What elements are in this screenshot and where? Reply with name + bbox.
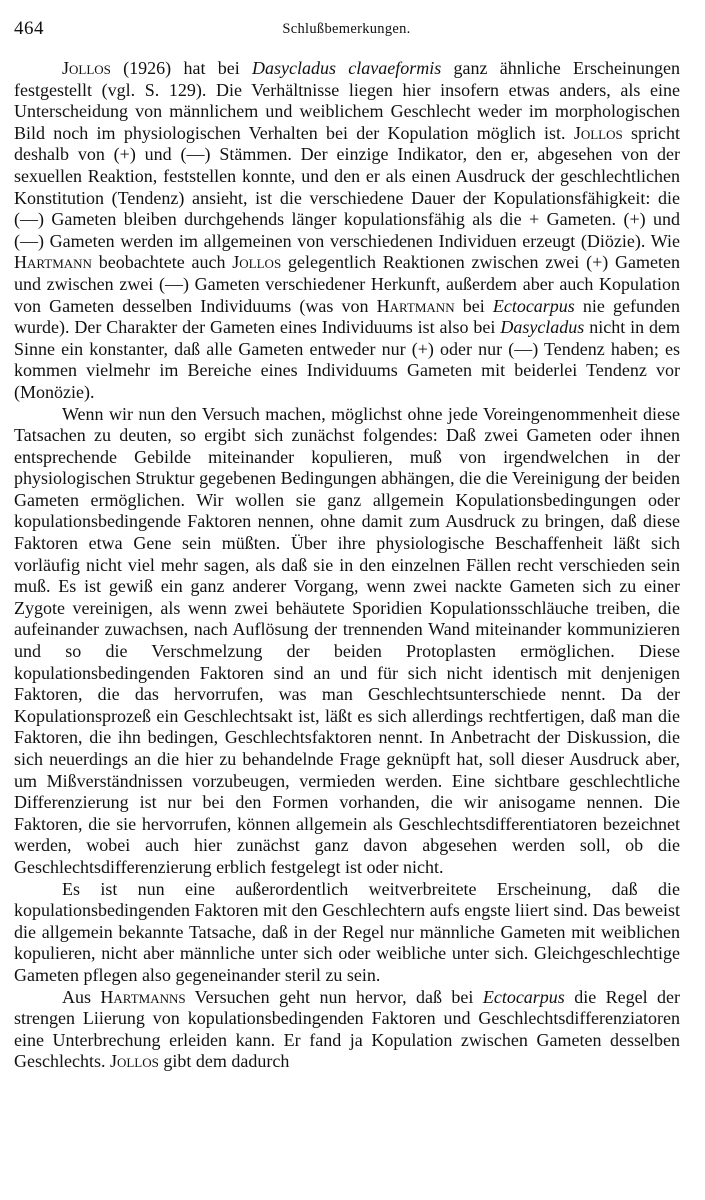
running-title: Schlußbemerkungen. <box>282 21 411 37</box>
text-run: nicht in dem Sinne ein konstanter, daß alle Gameten entweder nur (+) oder nur (—) Tendenz haben; es kommen vielmehr im Bereiche eines Individuums Gameten mit beiderlei Tendenz vor (Monözie). <box>14 317 681 402</box>
author-name: Hartmann <box>376 295 455 316</box>
page-number: 464 <box>14 18 44 39</box>
paragraph-3 <box>14 879 680 987</box>
text-run: gelegentlich Reaktionen zwischen zwei (+) Gameten und zwischen zwei (—) Gameten verschiedener Herkunft, außerdem aber auch Kopulation von Gameten desselben Individuums (was von <box>14 252 680 316</box>
paragraph-4 <box>14 987 680 1073</box>
text-run: bei <box>454 295 493 316</box>
body-text <box>14 58 680 1073</box>
italic-term: Ectocarpus <box>492 295 575 316</box>
author-name: Jollos <box>573 122 623 143</box>
author-name: Jollos <box>109 1051 159 1072</box>
text-run: nie gefunden wurde). Der Charakter der Gameten eines Individuums ist also bei <box>14 295 681 338</box>
author-name: Jollos <box>232 252 282 273</box>
text-run: Wenn wir nun den Versuch machen, möglichst ohne jede Voreingenommenheit diese Tatsachen zu deuten, so ergibt sich zunächst folgendes: Daß zwei Gameten oder ihnen entsprechende Gebilde miteinander kopulieren, muß von irgendwelchen in der physiologischen Struktur gegebenen Bedingungen abhängen, die die Vereinigung der beiden Gameten ermöglichen. Wir wollen sie ganz allgemein Kopulationsbedingungen oder kopulationsbedingende Faktoren nennen, ohne damit zum Ausdruck zu bringen, daß diese Faktoren etwa Gene sein müßten. Über ihre physiologische Beschaffenheit läßt sich vorläufig nicht viel mehr sagen, als daß sie in den einzelnen Fällen recht verschieden sein muß. Es ist gewiß ein ganz anderer Vorgang, wenn zwei nackte Gameten sich zu einer Zygote vereinigen, als wenn zwei behäutete Sporidien Kopulationsschläuche treiben, die aufeinander zuwachsen, nach Auflösung der trennenden Wand miteinander kommunizieren und so die Verschmelzung der beiden Protoplasten ermöglichen. Diese kopulationsbedingenden Faktoren sind an und für sich nicht identisch mit denjenigen Faktoren, die das hervorrufen, was man Geschlechtsunterschiede nennt. Da der Kopulationsprozeß ein Geschlechtsakt ist, läßt es sich allerdings rechtfertigen, daß man die Faktoren, die ihn bedingen, Geschlechtsfaktoren nennt. In Anbetracht der Diskussion, die sich neuerdings an die hier zu behandelnde Frage geknüpft hat, soll dieser Ausdruck aber, um Mißverständnissen vorzubeugen, vermieden werden. Eine sichtbare geschlechtliche Differenzierung ist nur bei den Formen vorhanden, die wir anisogame nennen. Die Faktoren, die sie hervorrufen, können allgemein als Geschlechtsdifferentiatoren bezeichnet werden, wobei auch hier zunächst ganz davon abgesehen werden soll, ob die Geschlechtsdifferenzierung erblich festgelegt ist oder nicht. <box>14 403 680 877</box>
author-name: Jollos <box>62 58 111 78</box>
italic-term: Ectocarpus <box>482 986 565 1007</box>
paragraph-2 <box>14 404 680 879</box>
italic-term: Dasycladus <box>500 317 585 338</box>
text-run: beobachtete auch <box>91 252 233 273</box>
page-header <box>14 18 679 44</box>
text-run: gibt dem dadurch <box>158 1051 290 1072</box>
text-run: Aus <box>62 986 101 1007</box>
text-run: spricht deshalb von (+) und (—) Stämmen. Der einzige Indikator, den er, abgesehen von der sexuellen Reaktion, feststellen konnte, und den er als einen Ausdruck der geschlechtlichen Konstitution (Tendenz) ansieht, ist die verschiedene Dauer der Kopulationsfähigkeit: die (—) Gameten bleiben durchgehends länger kopulationsfähig als die + Gameten. (+) und (—) Gameten werden im allgemeinen von verschiedenen Individuen erzeugt (Diözie). Wie <box>14 122 680 251</box>
text-run: die Regel der strengen Liierung von kopulationsbedingenden Faktoren und Geschlechtsdifferenziatoren eine Unterbrechung erleiden kann. Er fand ja Kopulation zwischen Gameten desselben Geschlechts. <box>14 986 680 1072</box>
text-run: ganz ähnliche Erscheinungen festgestellt (vgl. S. 129). Die Verhältnisse liegen hier insofern etwas anders, als eine Unterscheidung von männlichem und weiblichem Geschlecht weder im morphologischen Bild noch im physiologischen Verhalten bei der Kopulation möglich ist. <box>14 58 680 143</box>
author-name: Hartmanns <box>100 986 186 1007</box>
author-name: Hartmann <box>14 252 92 273</box>
paragraph-1 <box>14 58 680 404</box>
italic-term: Dasycladus clavaeformis <box>252 58 442 78</box>
text-run: Versuchen geht nun hervor, daß bei <box>185 986 483 1007</box>
text-run: (1926) hat bei <box>110 58 252 78</box>
text-run: Es ist nun eine außerordentlich weitverbreitete Erscheinung, daß die kopulationsbedingenden Faktoren mit den Geschlechtern aufs engste liiert sind. Das beweist die allgemein bekannte Tatsache, daß in der Regel nur männliche Gameten mit weiblichen kopulieren, nicht aber männliche unter sich oder weibliche unter sich. Gleichgeschlechtige Gameten pflegen also gegeneinander steril zu sein. <box>14 878 680 985</box>
